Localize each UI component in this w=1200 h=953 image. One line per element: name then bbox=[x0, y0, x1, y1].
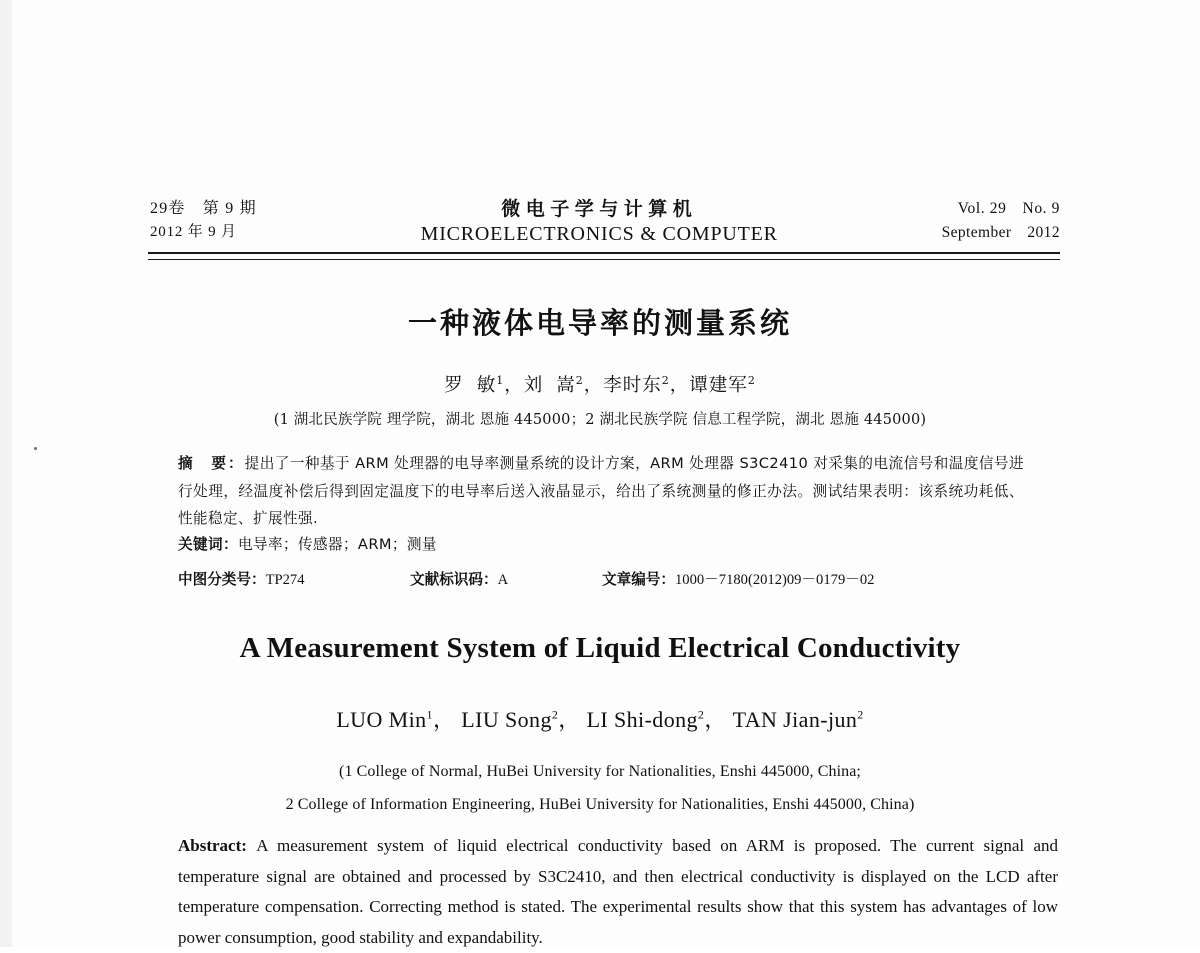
masthead-volume-issue bbox=[150, 196, 257, 244]
affiliation-en-line-1: (1 College of Normal, HuBei University for Nationalities, Enshi 445000, China; bbox=[339, 763, 861, 780]
author-en-4: TAN Jian-jun bbox=[732, 707, 858, 732]
article-number bbox=[602, 568, 874, 589]
masthead-divider bbox=[148, 252, 1060, 260]
affiliation-en bbox=[0, 755, 1200, 821]
author-en-1: LUO Min bbox=[336, 707, 427, 732]
author-en-4-affil-marker: 2 bbox=[857, 707, 864, 722]
issue-date-cn: 2012 年 9 月 bbox=[150, 224, 237, 241]
article-number-value: 1000－7180(2012)09－0179－02 bbox=[674, 572, 875, 588]
affiliation-cn: (1 湖北民族学院 理学院，湖北 恩施 445000；2 湖北民族学院 信息工程学院，湖北 恩施 445000) bbox=[273, 412, 927, 428]
clc-number bbox=[178, 568, 410, 589]
authors-cn: 罗 敏$^1$，刘 嵩$^2$，李时东$^2$，谭建军$^2$ bbox=[444, 373, 756, 396]
author-cn-1-affil-marker: 1 bbox=[496, 373, 505, 387]
volume-issue-cn: 29卷 第 9 期 bbox=[150, 200, 257, 217]
author-cn-4: 谭建军 bbox=[689, 375, 748, 396]
keywords-cn-label: 关键词： bbox=[178, 536, 238, 553]
author-cn-2-surname: 刘 bbox=[523, 375, 544, 396]
journal-title-cn: 微电子学与计算机 bbox=[501, 198, 698, 220]
document-code bbox=[410, 568, 602, 589]
masthead-volume-issue-en bbox=[942, 196, 1060, 244]
keywords-cn-text: 电导率；传感器；ARM；测量 bbox=[237, 536, 437, 553]
classification-row bbox=[178, 568, 1024, 589]
clc-number-label: 中图分类号： bbox=[178, 571, 266, 588]
author-cn-2-given: 嵩 bbox=[556, 375, 576, 396]
page-title-en: A Measurement System of Liquid Electrical Conductivity bbox=[239, 632, 961, 664]
author-cn-1-surname: 罗 bbox=[444, 375, 464, 396]
abstract-cn bbox=[178, 450, 1024, 533]
document-code-label: 文献标识码： bbox=[410, 571, 498, 588]
masthead bbox=[150, 196, 1060, 246]
abstract-cn-text: 提出了一种基于 ARM 处理器的电导率测量系统的设计方案，ARM 处理器 S3C2410 对采集的电流信号和温度信号进行处理，经温度补偿后得到固定温度下的电导率后送入液晶显示，给出了系统测量的修正办法。测试结果表明：该系统功耗低、性能稳定、扩展性强. bbox=[178, 455, 1024, 527]
author-en-3-affil-marker: 2 bbox=[697, 707, 705, 722]
author-en-3: LI Shi-dong bbox=[586, 707, 698, 732]
clc-number-value: TP274 bbox=[265, 572, 305, 588]
abstract-en-label: Abstract: bbox=[178, 836, 247, 855]
document-code-value: A bbox=[497, 572, 509, 588]
journal-title bbox=[421, 194, 778, 246]
author-en-2-affil-marker: 2 bbox=[551, 707, 559, 722]
author-cn-3-affil-marker: 2 bbox=[661, 373, 670, 387]
authors-en: LUO Min$^1$， LIU Song$^2$， LI Shi-dong$^2$， TAN Jian-jun$^2$ bbox=[336, 707, 864, 732]
page-title-cn: 一种液体电导率的测量系统 bbox=[407, 306, 792, 340]
author-cn-2-affil-marker: 2 bbox=[575, 373, 584, 387]
affiliation-en-line-2: 2 College of Information Engineering, HuBei University for Nationalities, Enshi 445000, China) bbox=[285, 796, 915, 813]
abstract-en-text: A measurement system of liquid electrical conductivity based on ARM is proposed. The current signal and temperature signal are obtained and processed by S3C2410, and then electrical conductivity is displayed on the LCD after temperature compensation. Correcting method is stated. The experimental results show that this system has advantages of low power consumption, good stability and expandability. bbox=[178, 836, 1058, 947]
author-en-2: LIU Song bbox=[461, 707, 552, 732]
author-cn-1-given: 敏 bbox=[476, 375, 497, 396]
keywords-cn bbox=[178, 533, 1024, 554]
volume-issue-en: Vol. 29 No. 9 bbox=[957, 200, 1060, 217]
author-cn-4-affil-marker: 2 bbox=[747, 373, 756, 387]
scan-speckle bbox=[34, 447, 37, 450]
abstract-en bbox=[178, 831, 1058, 953]
author-cn-3: 李时东 bbox=[603, 375, 662, 396]
abstract-cn-label: 摘 要： bbox=[178, 455, 245, 472]
article-number-label: 文章编号： bbox=[602, 571, 675, 588]
author-en-1-affil-marker: 1 bbox=[426, 707, 433, 722]
journal-title-en: MICROELECTRONICS & COMPUTER bbox=[420, 223, 778, 245]
issue-date-en: September 2012 bbox=[941, 223, 1060, 241]
